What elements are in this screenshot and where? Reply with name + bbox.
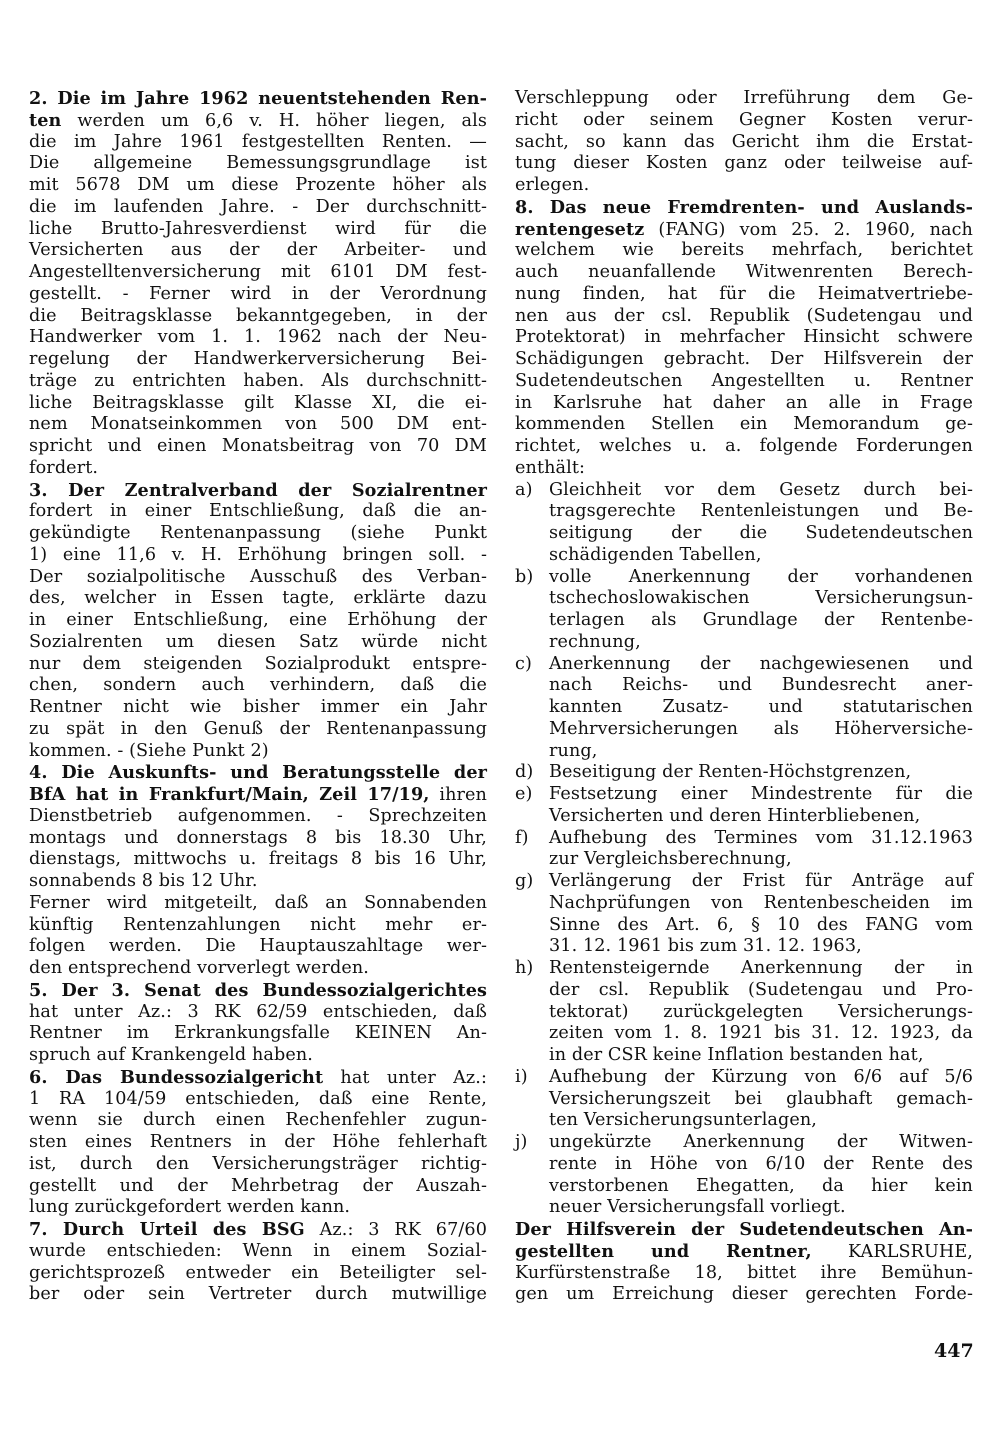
text-line xyxy=(29,893,487,915)
text-line xyxy=(29,958,487,980)
text: nur dem steigenden Sozialprodukt entspre- xyxy=(29,653,487,674)
text-line xyxy=(29,414,487,436)
demand-line: schädigenden Tabellen, xyxy=(549,544,762,565)
text-line xyxy=(515,458,973,480)
text-line xyxy=(29,240,487,262)
text: sonnabends 8 bis 12 Uhr. xyxy=(29,871,258,891)
text: Sudetendeutschen Angestellten u. Rentner xyxy=(515,370,973,391)
text-line xyxy=(515,197,973,219)
text-line xyxy=(29,1263,487,1285)
demand-line: 31. 12. 1961 bis zum 31. 12. 1963, xyxy=(549,936,862,957)
demand-line: Sinne des Art. 6, § 10 des FANG vom xyxy=(549,914,973,935)
text-line xyxy=(29,915,487,937)
text-line xyxy=(29,1154,487,1176)
text-line xyxy=(29,567,487,589)
bold-text: 2. Die im Jahre 1962 neuentstehenden Ren- xyxy=(29,88,487,109)
bold-text: Der Hilfsverein der Sudetendeutschen An- xyxy=(515,1219,973,1240)
text-line xyxy=(29,784,487,806)
demand-line: volle Anerkennung der vorhandenen xyxy=(549,566,973,587)
demand-item xyxy=(515,762,973,784)
demand-label: i) xyxy=(515,1066,528,1087)
text-line xyxy=(515,306,973,328)
text: (FANG) vom 25. 2. 1960, nach xyxy=(644,219,973,240)
text-line xyxy=(515,1241,973,1263)
text: wurde entschieden: Wenn in einem Sozial- xyxy=(29,1240,487,1261)
demand-label: a) xyxy=(515,479,533,500)
text-line xyxy=(29,306,487,328)
text: Kurfürstenstraße 18, bittet ihre Bemühun- xyxy=(515,1262,973,1283)
demands-list xyxy=(515,480,973,1220)
bold-text: 7. Durch Urteil des BSG xyxy=(29,1219,305,1240)
bold-text: ten xyxy=(29,109,62,131)
text: KARLSRUHE, xyxy=(811,1241,974,1262)
text-line xyxy=(29,1284,487,1306)
text-line xyxy=(29,1197,487,1219)
text-line xyxy=(29,675,487,697)
demand-item xyxy=(515,567,973,654)
text: gestellt und der Mehrbetrag der Auszah- xyxy=(29,1175,487,1196)
text-line xyxy=(29,393,487,415)
text-line xyxy=(29,697,487,719)
demand-line: ungekürzte Anerkennung der Witwen- xyxy=(549,1132,973,1152)
text: ihren xyxy=(429,785,487,805)
right-outro-text xyxy=(515,1219,973,1306)
text: sacht, so kann das Gericht ihm die Erstat- xyxy=(515,131,973,152)
text-line xyxy=(29,849,487,871)
text-line xyxy=(515,1219,973,1241)
text-line xyxy=(29,88,487,110)
text: die im Jahre 1961 festgestellten Renten. — xyxy=(29,131,487,152)
text: gen um Erreichung dieser gerechten Forde- xyxy=(515,1284,973,1305)
text-line xyxy=(29,1067,487,1089)
demand-item xyxy=(515,828,973,872)
text-line xyxy=(29,327,487,349)
demand-line: kannten Zusatz- und statutarischen xyxy=(549,697,973,717)
demand-line: Beseitigung der Renten-Höchstgrenzen, xyxy=(549,762,912,783)
demand-item xyxy=(515,654,973,763)
demand-label: b) xyxy=(515,566,534,587)
text-line xyxy=(29,632,487,654)
text: spruch auf Krankengeld haben. xyxy=(29,1045,313,1065)
text: zu spät in den Genuß der Rentenanpassung xyxy=(29,718,487,739)
text-line xyxy=(29,349,487,371)
text: richtet, welches u. a. folgende Forderungen xyxy=(515,436,973,456)
text: die Beitragsklasse bekanntgegeben, in der xyxy=(29,305,487,326)
text-line xyxy=(29,806,487,828)
text: gestellt. - Ferner wird in der Verordnung xyxy=(29,283,487,304)
demand-line: rung, xyxy=(549,740,598,761)
text: Der sozialpolitische Ausschuß des Verban- xyxy=(29,566,487,587)
text-line xyxy=(515,327,973,349)
text: Die allgemeine Bemessungsgrundlage ist xyxy=(29,153,487,174)
text: ber oder sein Vertreter durch mutwillige xyxy=(29,1284,487,1305)
text: liche Beitragsklasse gilt Klasse XI, die ei- xyxy=(29,392,487,413)
text-line xyxy=(29,871,487,893)
text: kommen. - (Siehe Punkt 2) xyxy=(29,740,269,761)
text: gerichtsprozeß entweder ein Beteiligter sel- xyxy=(29,1262,487,1283)
text: Verschleppung oder Irreführung dem Ge- xyxy=(515,88,973,108)
text: dienstags, mittwochs u. freitags 8 bis 16 Uhr, xyxy=(29,849,487,870)
bold-text: 4. Die Auskunfts- und Beratungsstelle der xyxy=(29,762,487,784)
text-line xyxy=(29,828,487,850)
bold-text: 6. Das Bundessozialgericht xyxy=(29,1066,324,1088)
text: in Karlsruhe hat daher an alle in Frage xyxy=(515,392,973,413)
text-line xyxy=(29,175,487,197)
text-line xyxy=(29,262,487,284)
demand-line: seitigung der die Sudetendeutschen xyxy=(549,523,973,543)
text-line xyxy=(515,88,973,110)
demand-label: e) xyxy=(515,784,533,804)
text-line xyxy=(29,371,487,393)
demand-line: der csl. Republik (Sudetengau und Pro- xyxy=(549,979,973,1000)
text-line xyxy=(515,1263,973,1285)
text-line xyxy=(29,1176,487,1198)
text: Sozialrenten um diesen Satz würde nicht xyxy=(29,631,487,652)
right-intro-text xyxy=(515,88,973,480)
text: kommenden Stellen ein Memorandum ge- xyxy=(515,414,973,435)
demand-line: Nachprüfungen von Rentenbescheiden im xyxy=(549,892,973,913)
text: künftig Rentenzahlungen nicht mehr er- xyxy=(29,914,487,935)
text: Dienstbetrieb aufgenommen. - Sprechzeiten xyxy=(29,805,487,826)
demand-item xyxy=(515,1132,973,1219)
text-line xyxy=(515,393,973,415)
demand-item xyxy=(515,480,973,567)
text: Rentner im Erkrankungsfalle KEINEN An- xyxy=(29,1023,487,1044)
text: die im laufenden Jahre. - Der durchschnitt- xyxy=(29,196,487,217)
text: Handwerker vom 1. 1. 1962 nach der Neu- xyxy=(29,327,487,348)
text: Schädigungen gebracht. Der Hilfsverein der xyxy=(515,349,973,369)
text: hat unter Az.: 3 RK 62/59 entschieden, daß xyxy=(29,1001,487,1022)
text: montags und donnerstags 8 bis 18.30 Uhr, xyxy=(29,827,487,848)
demand-item xyxy=(515,871,973,958)
text-line xyxy=(29,132,487,154)
text: gekündigte Rentenanpassung (siehe Punkt xyxy=(29,523,487,543)
text-line xyxy=(29,1089,487,1111)
demand-line: rente in Höhe von 6/10 der Rente des xyxy=(549,1153,973,1174)
text-line xyxy=(29,1110,487,1132)
text: lung zurückgefordert werden kann. xyxy=(29,1197,351,1218)
text-line xyxy=(29,936,487,958)
text-line xyxy=(29,1002,487,1024)
demand-label: h) xyxy=(515,958,534,978)
bold-text: 8. Das neue Fremdrenten- und Auslands- xyxy=(515,196,973,218)
demand-label: d) xyxy=(515,762,534,783)
text-line xyxy=(29,284,487,306)
demand-line: tschechoslowakischen Versicherungsun- xyxy=(549,588,973,609)
text: den entsprechend vorverlegt werden. xyxy=(29,958,369,978)
text-line xyxy=(29,980,487,1002)
text: werden um 6,6 v. H. höher liegen, als xyxy=(61,110,487,131)
bold-text: rentengesetz xyxy=(515,218,645,240)
text: tung dieser Kosten ganz oder teilweise auf- xyxy=(515,153,973,174)
demand-line: zur Vergleichsberechnung, xyxy=(549,849,792,870)
text: hat unter Az.: xyxy=(323,1067,487,1088)
text-line xyxy=(515,349,973,371)
demand-line: Aufhebung des Termines vom 31.12.1963 xyxy=(549,827,973,848)
text-line xyxy=(515,132,973,154)
demand-item xyxy=(515,784,973,828)
text: wenn sie durch einen Rechenfehler zugun- xyxy=(29,1110,487,1131)
text-line xyxy=(29,458,487,480)
text-line xyxy=(29,153,487,175)
demand-line: rechnung, xyxy=(549,631,641,652)
demand-label: f) xyxy=(515,827,529,848)
right-column xyxy=(515,88,973,1306)
text: sten eines Rentners in der Höhe fehlerhaft xyxy=(29,1132,487,1152)
text-line xyxy=(515,436,973,458)
demand-line: Gleichheit vor dem Gesetz durch bei- xyxy=(549,479,973,500)
text: welchem wie bereits mehrfach, berichtet xyxy=(515,240,973,261)
demand-line: Mehrversicherungen als Höherversiche- xyxy=(549,718,973,739)
demand-line: tragsgerechte Rentenleistungen und Be- xyxy=(549,501,973,522)
text-line xyxy=(29,501,487,523)
text-line xyxy=(29,1219,487,1241)
demand-line: tektorat) zurückgelegten Versicherungs- xyxy=(549,1001,973,1022)
demand-line: zeiten vom 1. 8. 1921 bis 31. 12. 1923, da xyxy=(549,1023,973,1044)
text-line xyxy=(515,1284,973,1306)
demand-line: nach Reichs- und Bundesrecht aner- xyxy=(549,675,973,696)
demand-line: verstorbenen Ehegatten, da hier kein xyxy=(549,1175,973,1196)
text: träge zu entrichten haben. Als durchschnitt- xyxy=(29,370,487,391)
text-line xyxy=(29,1045,487,1067)
text-line xyxy=(515,414,973,436)
text: nem Monatseinkommen von 500 DM ent- xyxy=(29,414,487,435)
text-line xyxy=(515,110,973,132)
text-line xyxy=(515,240,973,262)
page-number: 447 xyxy=(934,1340,974,1362)
demand-line: neuer Versicherungsfall vorliegt. xyxy=(549,1197,846,1218)
text-line xyxy=(29,1023,487,1045)
text-line xyxy=(515,262,973,284)
text-line xyxy=(29,762,487,784)
demand-label: c) xyxy=(515,653,532,674)
demand-line: Verlängerung der Frist für Anträge auf xyxy=(549,871,973,891)
text: auch neuanfallende Witwenrenten Berech- xyxy=(515,262,973,282)
text-line xyxy=(515,371,973,393)
demand-line: Festsetzung einer Mindestrente für die xyxy=(549,784,973,804)
bold-text: 5. Der 3. Senat des Bundessozialgerichtes xyxy=(29,979,487,1001)
text: 1) eine 11,6 v. H. Erhöhung bringen soll. - xyxy=(29,544,487,565)
left-column xyxy=(29,88,487,1306)
text-line xyxy=(515,175,973,197)
text: mit 5678 DM um diese Prozente höher als xyxy=(29,175,487,195)
text-line xyxy=(515,284,973,306)
text: Ferner wird mitgeteilt, daß an Sonnabenden xyxy=(29,892,487,913)
text-line xyxy=(515,219,973,241)
text: Rentner nicht wie bisher immer ein Jahr xyxy=(29,697,487,717)
demand-line: in der CSR keine Inflation bestanden hat, xyxy=(549,1045,924,1065)
text-line xyxy=(29,741,487,763)
text-line xyxy=(29,219,487,241)
text: fordert. xyxy=(29,457,99,478)
bold-text: gestellten und Rentner, xyxy=(515,1240,812,1262)
text-line xyxy=(29,610,487,632)
text: Az.: 3 RK 67/60 xyxy=(304,1220,487,1240)
text: Protektorat) in mehrfacher Hinsicht schwere xyxy=(515,327,973,348)
text: 1 RA 104/59 entschieden, daß eine Rente, xyxy=(29,1088,487,1109)
demand-line: Rentensteigernde Anerkennung der in xyxy=(549,958,973,978)
text-line xyxy=(29,523,487,545)
text: des, welcher in Essen tagte, erklärte dazu xyxy=(29,588,487,609)
demand-label: g) xyxy=(515,871,534,891)
text-line xyxy=(29,719,487,741)
text: fordert in einer Entschließung, daß die an- xyxy=(29,501,487,522)
text: Versicherten aus der der Arbeiter- und xyxy=(29,240,487,261)
demand-item xyxy=(515,958,973,1067)
demand-label: j) xyxy=(515,1132,528,1152)
text-line xyxy=(29,480,487,502)
text: in einer Entschließung, eine Erhöhung der xyxy=(29,610,487,630)
text-line xyxy=(29,654,487,676)
demand-line: Versicherungszeit bei glaubhaft gemach- xyxy=(549,1088,973,1109)
text-line xyxy=(29,588,487,610)
text: spricht und einen Monatsbeitrag von 70 DM xyxy=(29,436,487,456)
text: regelung der Handwerkerversicherung Bei- xyxy=(29,349,487,369)
text: erlegen. xyxy=(515,175,590,195)
text: folgen werden. Die Hauptauszahltage wer- xyxy=(29,936,487,957)
demand-line: Versicherten und deren Hinterbliebenen, xyxy=(549,805,921,826)
demand-line: Aufhebung der Kürzung von 6/6 auf 5/6 xyxy=(549,1066,973,1087)
demand-item xyxy=(515,1067,973,1132)
text: ist, durch den Versicherungsträger richtig- xyxy=(29,1153,487,1174)
text-line xyxy=(29,197,487,219)
text: liche Brutto-Jahresverdienst wird für die xyxy=(29,218,487,239)
bold-text: 3. Der Zentralverband der Sozialrentner xyxy=(29,479,487,501)
text: chen, sondern auch verhindern, daß die xyxy=(29,675,487,696)
text-line xyxy=(29,110,487,132)
text-line xyxy=(29,1132,487,1154)
text: nen aus der csl. Republik (Sudetengau und xyxy=(515,305,973,326)
text: richt oder seinem Gegner Kosten verur- xyxy=(515,109,973,130)
text: enthält: xyxy=(515,457,586,478)
text-line xyxy=(29,436,487,458)
text-line xyxy=(515,153,973,175)
bold-text: BfA hat in Frankfurt/Main, Zeil 17/19, xyxy=(29,784,430,805)
text: nung finden, hat für die Heimatvertriebe- xyxy=(515,283,973,304)
text: Angestelltenversicherung mit 6101 DM fest- xyxy=(29,262,487,282)
text-line xyxy=(29,1241,487,1263)
demand-line: Anerkennung der nachgewiesenen und xyxy=(549,653,973,674)
text-line xyxy=(29,545,487,567)
demand-line: ten Versicherungsunterlagen, xyxy=(549,1110,818,1131)
demand-line: terlagen als Grundlage der Rentenbe- xyxy=(549,610,973,630)
